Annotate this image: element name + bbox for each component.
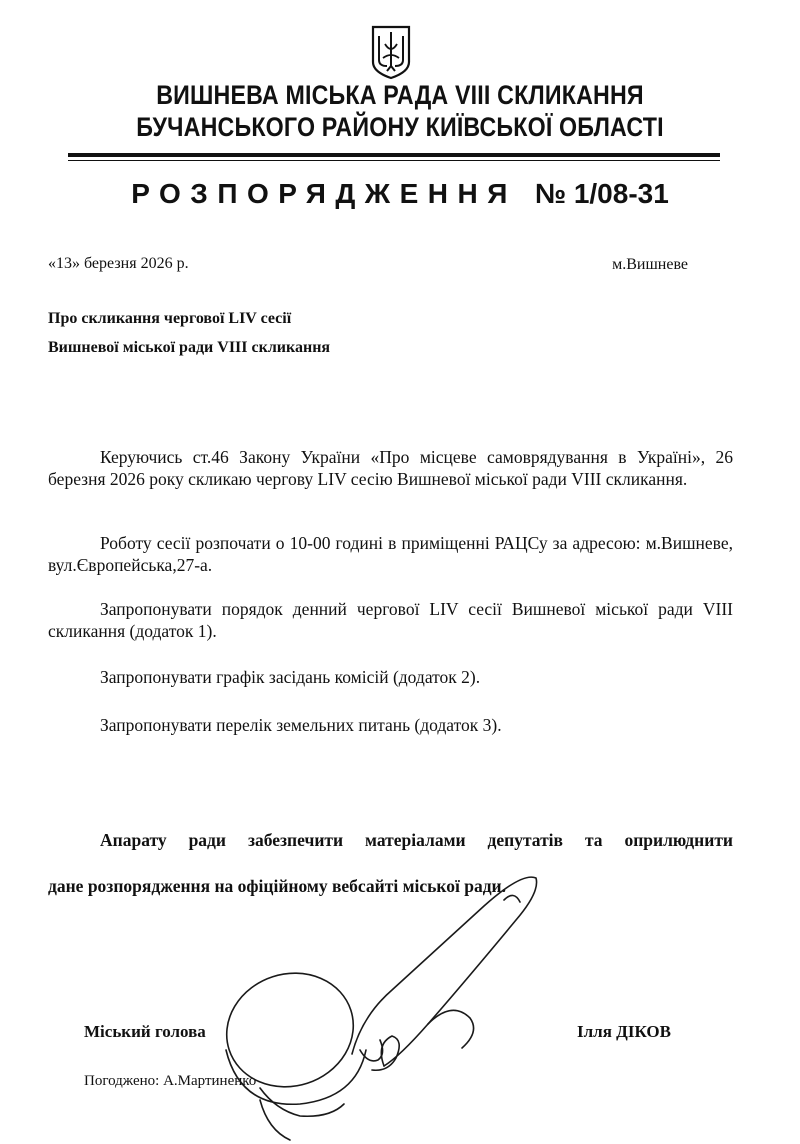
body-paragraph: Запропонувати порядок денний чергової LIV сесії Вишневої міської ради VIII скликання (додаток 1). [48,599,733,641]
body-paragraph: Керуючись ст.46 Закону України «Про місцеве самоврядування в Україні», 26 березня 2026 року скликаю чергову LIV сесію Вишневої міської ради VIII скликання. [48,447,733,489]
subject-line-2: Вишневої міської ради VIII скликання [48,339,331,356]
header-divider-thick [68,153,720,157]
approval-note: Погоджено: А.Мартиненко [84,1073,257,1089]
final-instruction-line-1: Апарату ради забезпечити матеріалами депутатів та оприлюднити [100,830,733,850]
signatory-position: Міський голова [84,1022,206,1041]
subject-line-1: Про скликання чергової LIV сесії [48,310,292,327]
body-paragraph: Роботу сесії розпочати о 10-00 годині в приміщенні РАЦСу за адресою: м.Вишневе, вул.Європейська,27-а. [48,533,733,575]
header-divider-thin [68,160,720,161]
document-title [0,178,800,210]
final-instruction-line-2: дане розпорядження на офіційному вебсайті міської ради. [48,876,507,896]
document-place: м.Вишневе [612,256,688,273]
body-paragraph: Запропонувати перелік земельних питань (додаток 3). [100,715,502,735]
document-type: РОЗПОРЯДЖЕННЯ [131,178,517,209]
coat-of-arms-icon [368,24,414,80]
district-line: БУЧАНСЬКОГО РАЙОНУ КИЇВСЬКОЇ ОБЛАСТІ [136,112,664,142]
document-date: «13» березня 2026 р. [48,255,189,272]
council-name: ВИШНЕВА МІСЬКА РАДА VIII СКЛИКАННЯ [156,80,644,110]
body-paragraph: Запропонувати графік засідань комісій (додаток 2). [100,667,481,687]
signatory-name: Ілля ДІКОВ [577,1022,671,1041]
document-number: № 1/08-31 [534,178,669,209]
